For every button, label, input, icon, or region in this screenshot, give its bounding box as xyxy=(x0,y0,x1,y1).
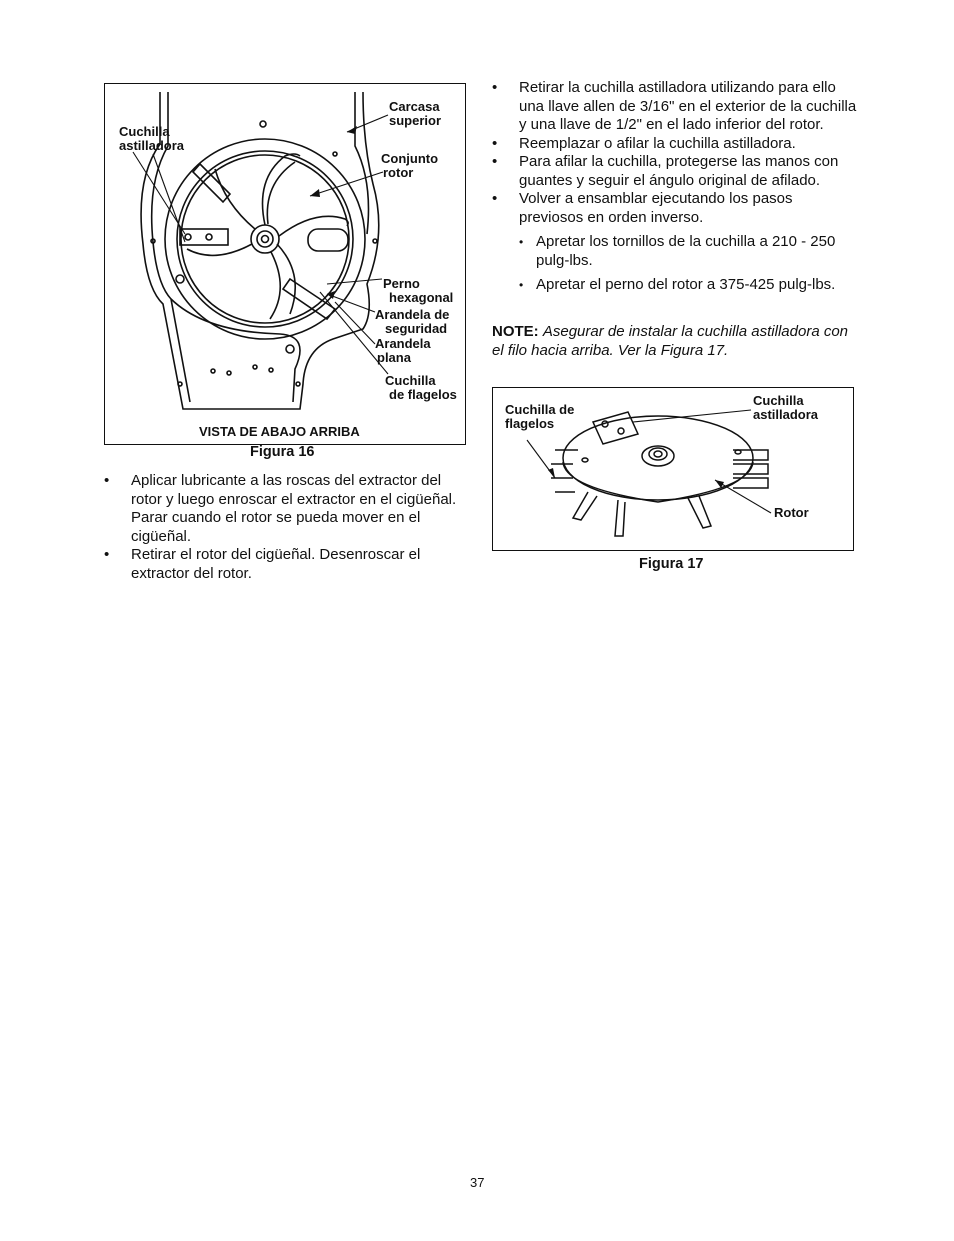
label-cuchilla-astilladora-17: Cuchilla astilladora xyxy=(753,393,819,422)
list-item: • Retirar la cuchilla astilladora utilizando para ello una llave allen de 3/16" en el exterior de la cuchilla y una llave de 1/2" en el lado inferior del rotor. xyxy=(492,79,858,135)
label-cuchilla-de-flagelos: Cuchilla de flagelos xyxy=(505,402,575,431)
sub-bullet-list xyxy=(519,233,858,295)
list-item: • Volver a ensamblar ejecutando los pasos previosos en orden inverso. • Apretar los tornillos de la cuchilla a 210 - 250 pulg-lbs. • Apretar el perno del rotor a 375-425 pulg-lbs. xyxy=(492,190,858,295)
right-bullet-list xyxy=(492,79,858,301)
figure-17-caption: Figura 17 xyxy=(639,556,704,572)
label-cuchilla-flagelos: Cuchilla de flagelos xyxy=(385,373,457,402)
label-arandela-seguridad: Arandela de seguridad xyxy=(375,307,450,336)
figure-16-caption: Figura 16 xyxy=(250,444,315,460)
label-rotor: Rotor xyxy=(774,505,809,520)
note xyxy=(492,323,858,360)
figure-16 xyxy=(104,83,466,445)
note-text: Asegurar de instalar la cuchilla astilladora con el filo hacia arriba. Ver la Figura 17. xyxy=(492,323,849,359)
list-item: • Para afilar la cuchilla, protegerse las manos con guantes y seguir el ángulo original de afilado. xyxy=(492,153,858,190)
note-label: NOTE: xyxy=(492,323,539,340)
sub-list-item: • Apretar los tornillos de la cuchilla a 210 - 250 pulg-lbs. xyxy=(519,233,858,270)
label-conjunto-rotor: Conjunto rotor xyxy=(381,151,439,180)
figure-17 xyxy=(492,387,854,551)
label-cuchilla-astilladora: Cuchilla astilladora xyxy=(119,124,185,153)
list-item: • Reemplazar o afilar la cuchilla astilladora. xyxy=(492,135,858,154)
label-carcasa-superior: Carcasa superior xyxy=(389,99,442,128)
list-item: • Retirar el rotor del cigüeñal. Desenroscar el extractor del rotor. xyxy=(104,546,474,583)
list-item: • Aplicar lubricante a las roscas del extractor del rotor y luego enroscar el extractor en el cigüeñal. Parar cuando el rotor se pueda mover en el cigüeñal. xyxy=(104,472,474,546)
page-number: 37 xyxy=(470,1175,485,1190)
sub-list-item: • Apretar el perno del rotor a 375-425 pulg-lbs. xyxy=(519,276,858,295)
left-bullet-list xyxy=(104,472,474,583)
figure-16-view-title: VISTA DE ABAJO ARRIBA xyxy=(199,424,360,439)
label-perno-hexagonal: Perno hexagonal xyxy=(383,276,454,305)
label-arandela-plana: Arandela plana xyxy=(375,336,431,365)
